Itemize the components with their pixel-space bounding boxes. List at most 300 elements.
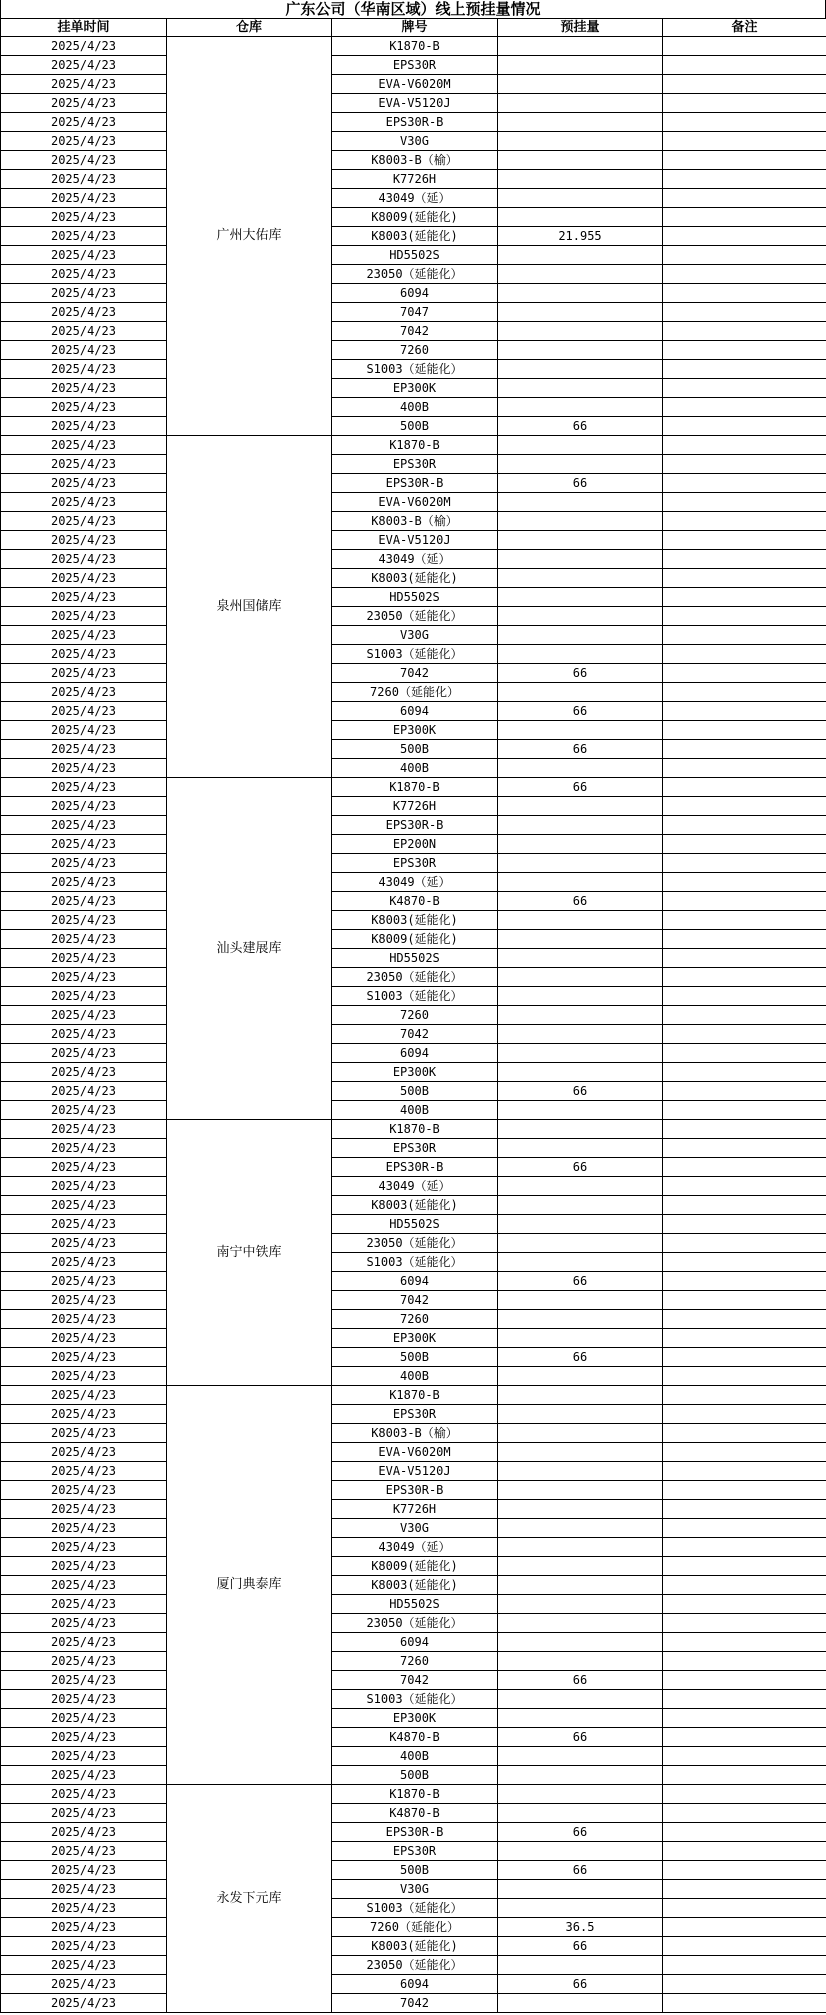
amount-cell[interactable] <box>498 1652 663 1671</box>
amount-cell[interactable] <box>498 1462 663 1481</box>
note-cell[interactable] <box>663 1272 826 1291</box>
amount-cell[interactable] <box>498 170 663 189</box>
amount-cell[interactable]: 66 <box>498 1728 663 1747</box>
note-cell[interactable] <box>663 1785 826 1804</box>
date-cell[interactable]: 2025/4/23 <box>1 1348 167 1367</box>
note-cell[interactable] <box>663 151 826 170</box>
grade-cell[interactable]: 23050（延能化） <box>332 607 498 626</box>
date-cell[interactable]: 2025/4/23 <box>1 1614 167 1633</box>
date-cell[interactable]: 2025/4/23 <box>1 1006 167 1025</box>
note-cell[interactable] <box>663 1481 826 1500</box>
grade-cell[interactable]: S1003（延能化） <box>332 987 498 1006</box>
amount-cell[interactable] <box>498 1842 663 1861</box>
grade-cell[interactable]: K1870-B <box>332 37 498 56</box>
grade-cell[interactable]: EPS30R <box>332 56 498 75</box>
grade-cell[interactable]: K8009(延能化) <box>332 930 498 949</box>
grade-cell[interactable]: 7042 <box>332 1994 498 2013</box>
note-cell[interactable] <box>663 1139 826 1158</box>
amount-cell[interactable] <box>498 816 663 835</box>
amount-cell[interactable]: 66 <box>498 892 663 911</box>
date-cell[interactable]: 2025/4/23 <box>1 493 167 512</box>
col-header-grade[interactable]: 牌号 <box>332 19 498 37</box>
note-cell[interactable] <box>663 474 826 493</box>
date-cell[interactable]: 2025/4/23 <box>1 968 167 987</box>
amount-cell[interactable] <box>498 341 663 360</box>
date-cell[interactable]: 2025/4/23 <box>1 740 167 759</box>
note-cell[interactable] <box>663 816 826 835</box>
grade-cell[interactable]: 43049（延） <box>332 189 498 208</box>
note-cell[interactable] <box>663 1215 826 1234</box>
note-cell[interactable] <box>663 1177 826 1196</box>
date-cell[interactable]: 2025/4/23 <box>1 1747 167 1766</box>
amount-cell[interactable] <box>498 512 663 531</box>
note-cell[interactable] <box>663 1671 826 1690</box>
note-cell[interactable] <box>663 607 826 626</box>
amount-cell[interactable] <box>498 1139 663 1158</box>
date-cell[interactable]: 2025/4/23 <box>1 170 167 189</box>
grade-cell[interactable]: K1870-B <box>332 1785 498 1804</box>
date-cell[interactable]: 2025/4/23 <box>1 1766 167 1785</box>
grade-cell[interactable]: K8003(延能化) <box>332 1196 498 1215</box>
amount-cell[interactable] <box>498 455 663 474</box>
date-cell[interactable]: 2025/4/23 <box>1 1424 167 1443</box>
amount-cell[interactable] <box>498 645 663 664</box>
date-cell[interactable]: 2025/4/23 <box>1 1519 167 1538</box>
note-cell[interactable] <box>663 873 826 892</box>
note-cell[interactable] <box>663 1937 826 1956</box>
date-cell[interactable]: 2025/4/23 <box>1 1937 167 1956</box>
amount-cell[interactable] <box>498 987 663 1006</box>
date-cell[interactable]: 2025/4/23 <box>1 816 167 835</box>
grade-cell[interactable]: K1870-B <box>332 1386 498 1405</box>
date-cell[interactable]: 2025/4/23 <box>1 1082 167 1101</box>
date-cell[interactable]: 2025/4/23 <box>1 626 167 645</box>
amount-cell[interactable] <box>498 835 663 854</box>
date-cell[interactable]: 2025/4/23 <box>1 664 167 683</box>
amount-cell[interactable] <box>498 265 663 284</box>
amount-cell[interactable] <box>498 1500 663 1519</box>
amount-cell[interactable] <box>498 854 663 873</box>
amount-cell[interactable] <box>498 626 663 645</box>
amount-cell[interactable] <box>498 1576 663 1595</box>
grade-cell[interactable]: K4870-B <box>332 892 498 911</box>
date-cell[interactable]: 2025/4/23 <box>1 1481 167 1500</box>
col-header-amount[interactable]: 预挂量 <box>498 19 663 37</box>
date-cell[interactable]: 2025/4/23 <box>1 151 167 170</box>
grade-cell[interactable]: K4870-B <box>332 1804 498 1823</box>
note-cell[interactable] <box>663 1500 826 1519</box>
amount-cell[interactable] <box>498 1633 663 1652</box>
warehouse-cell[interactable]: 汕头建展库 <box>167 778 332 1120</box>
amount-cell[interactable] <box>498 132 663 151</box>
amount-cell[interactable] <box>498 1101 663 1120</box>
grade-cell[interactable]: EPS30R <box>332 1842 498 1861</box>
grade-cell[interactable]: 400B <box>332 1101 498 1120</box>
amount-cell[interactable] <box>498 1595 663 1614</box>
date-cell[interactable]: 2025/4/23 <box>1 227 167 246</box>
amount-cell[interactable] <box>498 1443 663 1462</box>
note-cell[interactable] <box>663 455 826 474</box>
note-cell[interactable] <box>663 1044 826 1063</box>
amount-cell[interactable] <box>498 1481 663 1500</box>
date-cell[interactable]: 2025/4/23 <box>1 189 167 208</box>
date-cell[interactable]: 2025/4/23 <box>1 1215 167 1234</box>
amount-cell[interactable]: 66 <box>498 1823 663 1842</box>
date-cell[interactable]: 2025/4/23 <box>1 702 167 721</box>
date-cell[interactable]: 2025/4/23 <box>1 1576 167 1595</box>
grade-cell[interactable]: 6094 <box>332 1272 498 1291</box>
note-cell[interactable] <box>663 550 826 569</box>
date-cell[interactable]: 2025/4/23 <box>1 1177 167 1196</box>
amount-cell[interactable] <box>498 1557 663 1576</box>
grade-cell[interactable]: 7042 <box>332 1025 498 1044</box>
amount-cell[interactable]: 66 <box>498 1348 663 1367</box>
date-cell[interactable]: 2025/4/23 <box>1 1918 167 1937</box>
amount-cell[interactable] <box>498 94 663 113</box>
grade-cell[interactable]: EPS30R-B <box>332 816 498 835</box>
date-cell[interactable]: 2025/4/23 <box>1 1025 167 1044</box>
date-cell[interactable]: 2025/4/23 <box>1 778 167 797</box>
note-cell[interactable] <box>663 1025 826 1044</box>
date-cell[interactable]: 2025/4/23 <box>1 531 167 550</box>
grade-cell[interactable]: K8003-B（榆） <box>332 512 498 531</box>
note-cell[interactable] <box>663 1956 826 1975</box>
grade-cell[interactable]: EPS30R-B <box>332 113 498 132</box>
grade-cell[interactable]: 500B <box>332 1082 498 1101</box>
amount-cell[interactable] <box>498 588 663 607</box>
grade-cell[interactable]: 6094 <box>332 284 498 303</box>
amount-cell[interactable]: 66 <box>498 702 663 721</box>
date-cell[interactable]: 2025/4/23 <box>1 417 167 436</box>
note-cell[interactable] <box>663 360 826 379</box>
grade-cell[interactable]: EPS30R-B <box>332 474 498 493</box>
grade-cell[interactable]: 23050（延能化） <box>332 968 498 987</box>
amount-cell[interactable] <box>498 683 663 702</box>
note-cell[interactable] <box>663 1158 826 1177</box>
amount-cell[interactable] <box>498 1785 663 1804</box>
date-cell[interactable]: 2025/4/23 <box>1 759 167 778</box>
date-cell[interactable]: 2025/4/23 <box>1 588 167 607</box>
note-cell[interactable] <box>663 949 826 968</box>
grade-cell[interactable]: EPS30R <box>332 854 498 873</box>
date-cell[interactable]: 2025/4/23 <box>1 645 167 664</box>
date-cell[interactable]: 2025/4/23 <box>1 455 167 474</box>
note-cell[interactable] <box>663 208 826 227</box>
grade-cell[interactable]: 6094 <box>332 1044 498 1063</box>
note-cell[interactable] <box>663 854 826 873</box>
amount-cell[interactable] <box>498 1253 663 1272</box>
grade-cell[interactable]: K8009(延能化) <box>332 208 498 227</box>
grade-cell[interactable]: EP300K <box>332 1709 498 1728</box>
amount-cell[interactable] <box>498 56 663 75</box>
amount-cell[interactable] <box>498 284 663 303</box>
note-cell[interactable] <box>663 588 826 607</box>
grade-cell[interactable]: 6094 <box>332 1633 498 1652</box>
note-cell[interactable] <box>663 1443 826 1462</box>
amount-cell[interactable] <box>498 189 663 208</box>
grade-cell[interactable]: HD5502S <box>332 1595 498 1614</box>
note-cell[interactable] <box>663 227 826 246</box>
date-cell[interactable]: 2025/4/23 <box>1 569 167 588</box>
grade-cell[interactable]: HD5502S <box>332 949 498 968</box>
date-cell[interactable]: 2025/4/23 <box>1 1861 167 1880</box>
amount-cell[interactable]: 66 <box>498 417 663 436</box>
date-cell[interactable]: 2025/4/23 <box>1 322 167 341</box>
note-cell[interactable] <box>663 303 826 322</box>
grade-cell[interactable]: K8003(延能化) <box>332 1937 498 1956</box>
amount-cell[interactable] <box>498 949 663 968</box>
amount-cell[interactable] <box>498 1766 663 1785</box>
amount-cell[interactable] <box>498 398 663 417</box>
date-cell[interactable]: 2025/4/23 <box>1 1386 167 1405</box>
note-cell[interactable] <box>663 417 826 436</box>
grade-cell[interactable]: EVA-V6020M <box>332 1443 498 1462</box>
note-cell[interactable] <box>663 1253 826 1272</box>
note-cell[interactable] <box>663 94 826 113</box>
grade-cell[interactable]: 23050（延能化） <box>332 265 498 284</box>
note-cell[interactable] <box>663 56 826 75</box>
note-cell[interactable] <box>663 797 826 816</box>
grade-cell[interactable]: K1870-B <box>332 436 498 455</box>
col-header-warehouse[interactable]: 仓库 <box>167 19 332 37</box>
amount-cell[interactable] <box>498 379 663 398</box>
warehouse-cell[interactable]: 泉州国储库 <box>167 436 332 778</box>
amount-cell[interactable] <box>498 1538 663 1557</box>
grade-cell[interactable]: 7042 <box>332 1291 498 1310</box>
warehouse-cell[interactable]: 南宁中铁库 <box>167 1120 332 1386</box>
note-cell[interactable] <box>663 1747 826 1766</box>
note-cell[interactable] <box>663 1329 826 1348</box>
grade-cell[interactable]: 400B <box>332 1367 498 1386</box>
col-header-note[interactable]: 备注 <box>663 19 826 37</box>
note-cell[interactable] <box>663 512 826 531</box>
amount-cell[interactable]: 66 <box>498 1975 663 1994</box>
date-cell[interactable]: 2025/4/23 <box>1 1956 167 1975</box>
amount-cell[interactable] <box>498 1044 663 1063</box>
note-cell[interactable] <box>663 398 826 417</box>
date-cell[interactable]: 2025/4/23 <box>1 1310 167 1329</box>
amount-cell[interactable] <box>498 1329 663 1348</box>
date-cell[interactable]: 2025/4/23 <box>1 1690 167 1709</box>
note-cell[interactable] <box>663 1880 826 1899</box>
date-cell[interactable]: 2025/4/23 <box>1 1899 167 1918</box>
date-cell[interactable]: 2025/4/23 <box>1 930 167 949</box>
note-cell[interactable] <box>663 113 826 132</box>
date-cell[interactable]: 2025/4/23 <box>1 1329 167 1348</box>
amount-cell[interactable] <box>498 246 663 265</box>
date-cell[interactable]: 2025/4/23 <box>1 75 167 94</box>
date-cell[interactable]: 2025/4/23 <box>1 721 167 740</box>
note-cell[interactable] <box>663 1614 826 1633</box>
grade-cell[interactable]: HD5502S <box>332 588 498 607</box>
grade-cell[interactable]: EPS30R <box>332 1405 498 1424</box>
date-cell[interactable]: 2025/4/23 <box>1 911 167 930</box>
amount-cell[interactable] <box>498 1025 663 1044</box>
note-cell[interactable] <box>663 189 826 208</box>
note-cell[interactable] <box>663 493 826 512</box>
amount-cell[interactable] <box>498 1006 663 1025</box>
grade-cell[interactable]: V30G <box>332 626 498 645</box>
grade-cell[interactable]: 400B <box>332 398 498 417</box>
date-cell[interactable]: 2025/4/23 <box>1 892 167 911</box>
date-cell[interactable]: 2025/4/23 <box>1 303 167 322</box>
grade-cell[interactable]: 7260（延能化） <box>332 1918 498 1937</box>
amount-cell[interactable] <box>498 1690 663 1709</box>
note-cell[interactable] <box>663 1557 826 1576</box>
note-cell[interactable] <box>663 1652 826 1671</box>
amount-cell[interactable] <box>498 1310 663 1329</box>
note-cell[interactable] <box>663 170 826 189</box>
grade-cell[interactable]: K7726H <box>332 1500 498 1519</box>
grade-cell[interactable]: 7260 <box>332 1006 498 1025</box>
grade-cell[interactable]: EP300K <box>332 1063 498 1082</box>
grade-cell[interactable]: EP200N <box>332 835 498 854</box>
date-cell[interactable]: 2025/4/23 <box>1 1367 167 1386</box>
date-cell[interactable]: 2025/4/23 <box>1 1291 167 1310</box>
amount-cell[interactable]: 66 <box>498 740 663 759</box>
amount-cell[interactable]: 66 <box>498 1937 663 1956</box>
note-cell[interactable] <box>663 1386 826 1405</box>
amount-cell[interactable] <box>498 1196 663 1215</box>
grade-cell[interactable]: 6094 <box>332 702 498 721</box>
date-cell[interactable]: 2025/4/23 <box>1 1234 167 1253</box>
grade-cell[interactable]: 400B <box>332 1747 498 1766</box>
grade-cell[interactable]: 7260（延能化） <box>332 683 498 702</box>
date-cell[interactable]: 2025/4/23 <box>1 208 167 227</box>
date-cell[interactable]: 2025/4/23 <box>1 398 167 417</box>
amount-cell[interactable] <box>498 759 663 778</box>
grade-cell[interactable]: K1870-B <box>332 1120 498 1139</box>
grade-cell[interactable]: 500B <box>332 1348 498 1367</box>
amount-cell[interactable] <box>498 1177 663 1196</box>
grade-cell[interactable]: K1870-B <box>332 778 498 797</box>
grade-cell[interactable]: K8003(延能化) <box>332 569 498 588</box>
note-cell[interactable] <box>663 379 826 398</box>
note-cell[interactable] <box>663 1994 826 2013</box>
note-cell[interactable] <box>663 1576 826 1595</box>
grade-cell[interactable]: 500B <box>332 1766 498 1785</box>
note-cell[interactable] <box>663 1405 826 1424</box>
note-cell[interactable] <box>663 1120 826 1139</box>
date-cell[interactable]: 2025/4/23 <box>1 1253 167 1272</box>
grade-cell[interactable]: EP300K <box>332 379 498 398</box>
amount-cell[interactable] <box>498 930 663 949</box>
date-cell[interactable]: 2025/4/23 <box>1 1500 167 1519</box>
date-cell[interactable]: 2025/4/23 <box>1 987 167 1006</box>
date-cell[interactable]: 2025/4/23 <box>1 1443 167 1462</box>
note-cell[interactable] <box>663 1861 826 1880</box>
note-cell[interactable] <box>663 1595 826 1614</box>
amount-cell[interactable] <box>498 1367 663 1386</box>
grade-cell[interactable]: 400B <box>332 759 498 778</box>
grade-cell[interactable]: EVA-V6020M <box>332 75 498 94</box>
note-cell[interactable] <box>663 1728 826 1747</box>
grade-cell[interactable]: V30G <box>332 1880 498 1899</box>
note-cell[interactable] <box>663 645 826 664</box>
amount-cell[interactable] <box>498 360 663 379</box>
amount-cell[interactable] <box>498 531 663 550</box>
note-cell[interactable] <box>663 265 826 284</box>
grade-cell[interactable]: 43049（延） <box>332 1177 498 1196</box>
amount-cell[interactable] <box>498 607 663 626</box>
note-cell[interactable] <box>663 1196 826 1215</box>
note-cell[interactable] <box>663 1063 826 1082</box>
date-cell[interactable]: 2025/4/23 <box>1 1139 167 1158</box>
amount-cell[interactable] <box>498 873 663 892</box>
date-cell[interactable]: 2025/4/23 <box>1 1880 167 1899</box>
note-cell[interactable] <box>663 1424 826 1443</box>
date-cell[interactable]: 2025/4/23 <box>1 1557 167 1576</box>
grade-cell[interactable]: EVA-V6020M <box>332 493 498 512</box>
grade-cell[interactable]: K8003-B（榆） <box>332 1424 498 1443</box>
amount-cell[interactable] <box>498 1747 663 1766</box>
amount-cell[interactable] <box>498 1956 663 1975</box>
warehouse-cell[interactable]: 厦门典泰库 <box>167 1386 332 1785</box>
grade-cell[interactable]: K7726H <box>332 170 498 189</box>
date-cell[interactable]: 2025/4/23 <box>1 873 167 892</box>
grade-cell[interactable]: 43049（延） <box>332 1538 498 1557</box>
grade-cell[interactable]: 7260 <box>332 1652 498 1671</box>
amount-cell[interactable] <box>498 1804 663 1823</box>
grade-cell[interactable]: EPS30R-B <box>332 1158 498 1177</box>
amount-cell[interactable]: 66 <box>498 474 663 493</box>
amount-cell[interactable] <box>498 151 663 170</box>
grade-cell[interactable]: 23050（延能化） <box>332 1234 498 1253</box>
note-cell[interactable] <box>663 1519 826 1538</box>
note-cell[interactable] <box>663 1918 826 1937</box>
grade-cell[interactable]: EVA-V5120J <box>332 1462 498 1481</box>
date-cell[interactable]: 2025/4/23 <box>1 341 167 360</box>
note-cell[interactable] <box>663 1842 826 1861</box>
col-header-date[interactable]: 挂单时间 <box>1 19 167 37</box>
date-cell[interactable]: 2025/4/23 <box>1 474 167 493</box>
note-cell[interactable] <box>663 569 826 588</box>
note-cell[interactable] <box>663 1348 826 1367</box>
amount-cell[interactable] <box>498 1120 663 1139</box>
grade-cell[interactable]: 7260 <box>332 341 498 360</box>
grade-cell[interactable]: 43049（延） <box>332 550 498 569</box>
note-cell[interactable] <box>663 1709 826 1728</box>
note-cell[interactable] <box>663 132 826 151</box>
grade-cell[interactable]: K4870-B <box>332 1728 498 1747</box>
grade-cell[interactable]: EPS30R <box>332 1139 498 1158</box>
grade-cell[interactable]: S1003（延能化） <box>332 1899 498 1918</box>
note-cell[interactable] <box>663 1101 826 1120</box>
note-cell[interactable] <box>663 702 826 721</box>
date-cell[interactable]: 2025/4/23 <box>1 1633 167 1652</box>
grade-cell[interactable]: 7042 <box>332 322 498 341</box>
date-cell[interactable]: 2025/4/23 <box>1 835 167 854</box>
grade-cell[interactable]: 500B <box>332 1861 498 1880</box>
note-cell[interactable] <box>663 911 826 930</box>
grade-cell[interactable]: EPS30R-B <box>332 1481 498 1500</box>
amount-cell[interactable] <box>498 493 663 512</box>
date-cell[interactable]: 2025/4/23 <box>1 246 167 265</box>
date-cell[interactable]: 2025/4/23 <box>1 436 167 455</box>
grade-cell[interactable]: K8003(延能化) <box>332 911 498 930</box>
grade-cell[interactable]: 7260 <box>332 1310 498 1329</box>
amount-cell[interactable] <box>498 569 663 588</box>
amount-cell[interactable] <box>498 797 663 816</box>
grade-cell[interactable]: HD5502S <box>332 1215 498 1234</box>
date-cell[interactable]: 2025/4/23 <box>1 1405 167 1424</box>
grade-cell[interactable]: 7042 <box>332 664 498 683</box>
date-cell[interactable]: 2025/4/23 <box>1 1671 167 1690</box>
grade-cell[interactable]: S1003（延能化） <box>332 645 498 664</box>
amount-cell[interactable] <box>498 303 663 322</box>
date-cell[interactable]: 2025/4/23 <box>1 1709 167 1728</box>
note-cell[interactable] <box>663 987 826 1006</box>
